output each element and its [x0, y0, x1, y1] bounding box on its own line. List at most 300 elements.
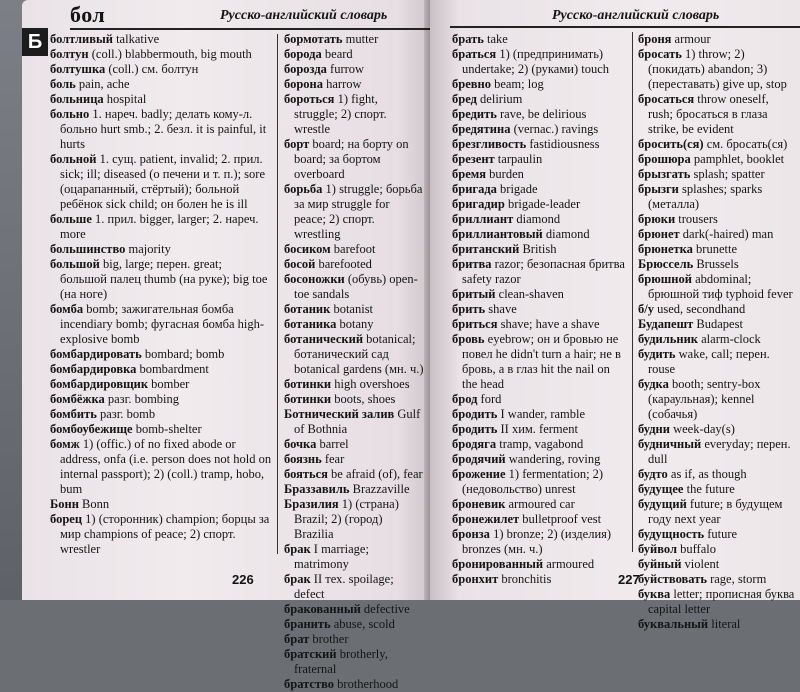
headword: бригада [452, 182, 497, 196]
definition: throw oneself, rush; бросаться в глаза strike, be evident [648, 92, 769, 136]
definition: разг. bomb [96, 407, 156, 421]
definition: armoured [543, 557, 595, 571]
dictionary-entry [452, 122, 628, 137]
definition: 1. сущ. patient, invalid; 2. прил. sick; ill; diseased (о печени и т. п.); sore (оцарапанный, стёртый); больной ребёнок sick child; он болен he is ill [60, 152, 266, 211]
definition: 1) throw; 2) (покидать) abandon; 3) (переставать) give up, stop [648, 47, 787, 91]
dictionary-entry [638, 617, 796, 632]
headword: борозда [284, 62, 327, 76]
headword: борона [284, 77, 323, 91]
definition: shave; have a shave [497, 317, 600, 331]
headword: бритый [452, 287, 496, 301]
dictionary-entry [638, 272, 796, 302]
dictionary-entry [452, 182, 628, 197]
dictionary-entry [284, 182, 424, 242]
definition: everyday; перен. dull [648, 437, 791, 466]
definition: Brazzaville [349, 482, 410, 496]
headword: Браззавиль [284, 482, 350, 496]
dictionary-entry [638, 32, 796, 47]
dictionary-entry [284, 137, 424, 182]
headword: будить [638, 347, 676, 361]
headword: борт [284, 137, 310, 151]
dictionary-entry [50, 152, 272, 212]
definition: be afraid (of), fear [327, 467, 423, 481]
dictionary-entry [638, 317, 796, 332]
headword: бронированный [452, 557, 544, 571]
running-title-left: Русско-английский словарь [220, 8, 388, 23]
definition: splashes; sparks (металла) [648, 182, 763, 211]
definition: diamond [513, 212, 561, 226]
definition: take [483, 32, 508, 46]
headword: будущность [638, 527, 705, 541]
definition: defective [360, 602, 410, 616]
definition: brotherhood [334, 677, 399, 691]
headword: бриться [452, 317, 498, 331]
headword: бомбить [50, 407, 97, 421]
headword: браться [452, 47, 497, 61]
definition: week-day(s) [669, 422, 735, 436]
definition: 1) (страна) Brazil; 2) (город) Brazilia [294, 497, 399, 541]
definition: ford [477, 392, 502, 406]
headword: бровь [452, 332, 485, 346]
definition: shave [485, 302, 517, 316]
headword: ботаник [284, 302, 331, 316]
headword: буквальный [638, 617, 709, 631]
definition: wandering, roving [505, 452, 601, 466]
definition: Budapest [693, 317, 743, 331]
column-divider-left [277, 34, 278, 554]
definition: barrel [316, 437, 349, 451]
definition: 1) fight, struggle; 2) спорт. wrestle [294, 92, 387, 136]
dictionary-entry [452, 197, 628, 212]
headword: бросать [638, 47, 682, 61]
dictionary-entry [452, 257, 628, 287]
definition: brigade-leader [504, 197, 581, 211]
headword: броня [638, 32, 672, 46]
dictionary-entry [284, 92, 424, 137]
dictionary-entry [452, 392, 628, 407]
definition: (vernac.) ravings [510, 122, 599, 136]
dictionary-entry [284, 317, 424, 332]
dictionary-entry [638, 572, 796, 587]
definition: hospital [103, 92, 147, 106]
dictionary-entry [452, 227, 628, 242]
definition: splash; spatter [690, 167, 765, 181]
left-page-column-1 [50, 32, 272, 557]
headword: будка [638, 377, 669, 391]
headword: бригадир [452, 197, 505, 211]
definition: letter; прописная буква capital letter [648, 587, 795, 616]
definition: (coll.) blabbermouth, big mouth [88, 47, 252, 61]
headword: британский [452, 242, 520, 256]
dictionary-entry [638, 377, 796, 422]
headword: братский [284, 647, 337, 661]
headword: б/у [638, 302, 654, 316]
dictionary-entry [284, 572, 424, 602]
definition: botany [336, 317, 374, 331]
dictionary-entry [638, 302, 796, 317]
headword: боль [50, 77, 76, 91]
dictionary-entry [284, 542, 424, 572]
dictionary-entry [452, 287, 628, 302]
header-rule-right [450, 26, 800, 28]
definition: harrow [323, 77, 362, 91]
dictionary-entry [50, 512, 272, 557]
headword: бриллиант [452, 212, 514, 226]
headword: бросаться [638, 92, 695, 106]
headword: будущее [638, 482, 684, 496]
dictionary-entry [452, 317, 628, 332]
dictionary-entry [638, 167, 796, 182]
definition: trousers [675, 212, 718, 226]
definition: future [704, 527, 738, 541]
definition: alarm-clock [698, 332, 761, 346]
headword: брюшной [638, 272, 692, 286]
definition: booth; sentry-box (караульная); kennel (собачья) [648, 377, 761, 421]
headword: бремя [452, 167, 487, 181]
dictionary-entry [638, 47, 796, 92]
dictionary-entry [50, 47, 272, 62]
definition: majority [125, 242, 171, 256]
definition: violent [681, 557, 720, 571]
headword: буйвол [638, 542, 677, 556]
dictionary-entry [284, 302, 424, 317]
headword: ботаника [284, 317, 337, 331]
headword: босиком [284, 242, 331, 256]
definition: 1) (предпринимать) undertake; 2) (руками) touch [462, 47, 610, 76]
dictionary-entry [452, 167, 628, 182]
headword: бритва [452, 257, 492, 271]
dictionary-entry [284, 242, 424, 257]
definition: barefooted [315, 257, 372, 271]
headword: братство [284, 677, 335, 691]
dictionary-entry [284, 272, 424, 302]
definition: tarpaulin [494, 152, 543, 166]
headword: бронхит [452, 572, 499, 586]
dictionary-entry [284, 497, 424, 542]
headword: бред [452, 92, 477, 106]
headword: брак [284, 572, 311, 586]
definition: barefoot [330, 242, 376, 256]
definition: bomber [148, 377, 190, 391]
dictionary-entry [50, 437, 272, 497]
dictionary-entry [638, 242, 796, 257]
definition: bombard; bomb [141, 347, 225, 361]
definition: botanist [330, 302, 374, 316]
dictionary-entry [452, 422, 628, 437]
definition: talkative [112, 32, 160, 46]
headword: брюки [638, 212, 676, 226]
definition: I wander, ramble [497, 407, 586, 421]
definition: (coll.) см. болтун [105, 62, 199, 76]
running-title-right: Русско-английский словарь [552, 8, 720, 23]
headword: большой [50, 257, 100, 271]
definition: 1) fermentation; 2) (недовольство) unrest [462, 467, 604, 496]
dictionary-entry [50, 497, 272, 512]
dictionary-entry [452, 92, 628, 107]
definition: разг. bombing [104, 392, 180, 406]
dictionary-entry [284, 452, 424, 467]
dictionary-entry [452, 242, 628, 257]
headword: брюнетка [638, 242, 693, 256]
letter-tab: Б [22, 28, 48, 56]
definition: I marriage; matrimony [294, 542, 369, 571]
definition: Gulf of Bothnia [294, 407, 421, 436]
headword: брюнет [638, 227, 680, 241]
dictionary-entry [638, 557, 796, 572]
headword: босоножки [284, 272, 345, 286]
definition: mutter [342, 32, 379, 46]
headword: брошюра [638, 152, 691, 166]
headword: боязнь [284, 452, 322, 466]
definition: as if, as though [667, 467, 747, 481]
headword: бревно [452, 77, 491, 91]
headword: больница [50, 92, 104, 106]
dictionary-entry [638, 587, 796, 617]
definition: clean-shaven [495, 287, 564, 301]
headword: брызги [638, 182, 679, 196]
definition: abuse, scold [330, 617, 395, 631]
definition: rage, storm [706, 572, 767, 586]
headword: бросить(ся) [638, 137, 704, 151]
definition: rave, be delirious [496, 107, 587, 121]
definition: brigade [496, 182, 538, 196]
headword: ботанический [284, 332, 364, 346]
definition: brother [309, 632, 349, 646]
headword: болтливый [50, 32, 113, 46]
dictionary-entry [638, 527, 796, 542]
dictionary-entry [638, 227, 796, 242]
dictionary-entry [452, 557, 628, 572]
definition: delirium [476, 92, 523, 106]
definition: beard [321, 47, 353, 61]
headword: буква [638, 587, 671, 601]
dictionary-entry [452, 302, 628, 317]
dictionary-entry [638, 137, 796, 152]
headword: бочка [284, 437, 317, 451]
dictionary-entry [452, 32, 628, 47]
definition: bronchitis [498, 572, 552, 586]
dictionary-entry [638, 437, 796, 467]
definition: tramp, vagabond [496, 437, 584, 451]
dictionary-entry [284, 47, 424, 62]
definition: British [519, 242, 557, 256]
definition: eyebrow; он и бровью не повел he didn't turn a hair; не в бровь, а в глаз hit the nail on the head [462, 332, 621, 391]
dictionary-entry [452, 212, 628, 227]
headword: Брюссель [638, 257, 694, 271]
guide-word: бол [70, 2, 106, 27]
definition: brotherly, fraternal [294, 647, 388, 676]
headword: будни [638, 422, 670, 436]
dictionary-entry [638, 212, 796, 227]
headword: бредятина [452, 122, 511, 136]
dictionary-entry [50, 62, 272, 77]
dictionary-entry [638, 542, 796, 557]
definition: II тех. spoilage; defect [294, 572, 394, 601]
headword: босой [284, 257, 316, 271]
dictionary-entry [284, 632, 424, 647]
headword: брызгать [638, 167, 691, 181]
headword: бомбардировщик [50, 377, 149, 391]
definition: bulletproof vest [519, 512, 602, 526]
dictionary-entry [284, 467, 424, 482]
page-number-right: 227 [618, 572, 640, 587]
headword: бояться [284, 467, 328, 481]
definition: fastidiousness [526, 137, 600, 151]
headword: бороться [284, 92, 335, 106]
dictionary-entry [452, 152, 628, 167]
dictionary-entry [50, 107, 272, 152]
headword: бормотать [284, 32, 343, 46]
left-page [22, 0, 430, 691]
definition: buffalo [677, 542, 716, 556]
headword: брожение [452, 467, 506, 481]
definition: diamond [542, 227, 590, 241]
dictionary-entry [452, 572, 628, 587]
dictionary-entry [284, 32, 424, 47]
definition: pain, ache [75, 77, 130, 91]
headword: больно [50, 107, 90, 121]
definition: (обувь) open-toe sandals [294, 272, 418, 301]
headword: бомж [50, 437, 80, 451]
definition: brunette [692, 242, 738, 256]
dictionary-entry [50, 32, 272, 47]
dictionary-entry [284, 392, 424, 407]
headword: больше [50, 212, 92, 226]
dictionary-entry [50, 407, 272, 422]
dictionary-entry [638, 422, 796, 437]
headword: бомбоубежище [50, 422, 133, 436]
definition: см. бросать(ся) [703, 137, 788, 151]
dictionary-entry [452, 512, 628, 527]
dictionary-entry [50, 362, 272, 377]
dictionary-entry [452, 332, 628, 392]
definition: wake, call; перен. rouse [648, 347, 770, 376]
definition: botanical; ботанический сад botanical gardens (мн. ч.) [294, 332, 424, 376]
definition: bombardment [136, 362, 209, 376]
dictionary-entry [50, 422, 272, 437]
headword: буйствовать [638, 572, 707, 586]
definition: bomb; зажигательная бомба incendiary bomb; фугасная бомба high-explosive bomb [60, 302, 265, 346]
dictionary-entry [284, 677, 424, 692]
definition: fear [321, 452, 345, 466]
headword: большинство [50, 242, 126, 256]
definition: beam; log [490, 77, 544, 91]
dictionary-entry [50, 77, 272, 92]
dictionary-entry [452, 407, 628, 422]
dictionary-entry [284, 407, 424, 437]
headword: бранить [284, 617, 331, 631]
headword: будильник [638, 332, 698, 346]
column-divider-right [632, 32, 633, 552]
dictionary-entry [452, 137, 628, 152]
dictionary-entry [452, 47, 628, 77]
headword: бомбардировка [50, 362, 137, 376]
dictionary-entry [284, 62, 424, 77]
headword: бриллиантовый [452, 227, 543, 241]
dictionary-entry [452, 527, 628, 557]
headword: буйный [638, 557, 682, 571]
definition: 1) bronze; 2) (изделия) bronzes (мн. ч.) [462, 527, 612, 556]
dictionary-entry [284, 602, 424, 617]
dictionary-entry [50, 242, 272, 257]
definition: furrow [326, 62, 365, 76]
headword: бракованный [284, 602, 361, 616]
headword: больной [50, 152, 97, 166]
headword: борьба [284, 182, 323, 196]
dictionary-entry [50, 257, 272, 302]
left-page-header [70, 2, 400, 28]
headword: брезгливость [452, 137, 527, 151]
definition: 1. нареч. badly; делать кому-л. больно hurt smb.; 2. безл. it is painful, it hurts [60, 107, 267, 151]
headword: брак [284, 542, 311, 556]
headword: болтушка [50, 62, 106, 76]
dictionary-entry [452, 77, 628, 92]
dictionary-entry [50, 377, 272, 392]
headword: бродяга [452, 437, 497, 451]
right-page-header [460, 6, 790, 32]
definition: bomb-shelter [132, 422, 202, 436]
definition: II хим. ferment [497, 422, 578, 436]
dictionary-entry [452, 497, 628, 512]
dictionary-entry [284, 77, 424, 92]
dictionary-entry [284, 617, 424, 632]
definition: burden [486, 167, 524, 181]
dictionary-entry [50, 347, 272, 362]
headword: Бразилия [284, 497, 339, 511]
dictionary-entry [638, 257, 796, 272]
definition: Brussels [693, 257, 739, 271]
headword: бомба [50, 302, 84, 316]
dictionary-entry [284, 377, 424, 392]
dictionary-entry [452, 437, 628, 452]
dictionary-entry [50, 302, 272, 347]
definition: boots, shoes [331, 392, 396, 406]
left-page-column-2 [284, 32, 424, 692]
definition: 1) struggle; борьба за мир struggle for peace; 2) спорт. wrestling [294, 182, 423, 241]
dictionary-entry [50, 92, 272, 107]
headword: ботинки [284, 377, 332, 391]
headword: брезент [452, 152, 495, 166]
definition: pamphlet, booklet [690, 152, 785, 166]
headword: будто [638, 467, 668, 481]
definition: 1. прил. bigger, larger; 2. нареч. more [60, 212, 259, 241]
dictionary-entry [638, 332, 796, 347]
headword: борода [284, 47, 322, 61]
dictionary-entry [284, 332, 424, 377]
header-rule-left [70, 28, 440, 30]
headword: бредить [452, 107, 497, 121]
dictionary-entry [50, 212, 272, 242]
headword: бродячий [452, 452, 506, 466]
dictionary-entry [638, 467, 796, 482]
page-number-left: 226 [232, 572, 254, 587]
headword: бронежилет [452, 512, 520, 526]
headword: брод [452, 392, 478, 406]
right-page-column-1 [452, 32, 628, 587]
definition: literal [708, 617, 741, 631]
dictionary-entry [284, 257, 424, 272]
dictionary-entry [284, 482, 424, 497]
definition: high overshoes [331, 377, 410, 391]
definition: 1) (offic.) of no fixed abode or address, onfa (i.e. person does not hold on internal passport); 2) (coll.) tramp, hobo, bum [60, 437, 272, 496]
definition: armour [671, 32, 711, 46]
definition: big, large; перен. great; большой палец thumb (на руке); big toe (на ноге) [60, 257, 268, 301]
dictionary-entry [284, 437, 424, 452]
dictionary-entry [638, 92, 796, 137]
definition: 1) (сторонник) champion; борцы за мир champions of peace; 2) спорт. wrestler [60, 512, 270, 556]
headword: бомбардировать [50, 347, 142, 361]
definition: board; на борту on board; за бортом overboard [294, 137, 409, 181]
